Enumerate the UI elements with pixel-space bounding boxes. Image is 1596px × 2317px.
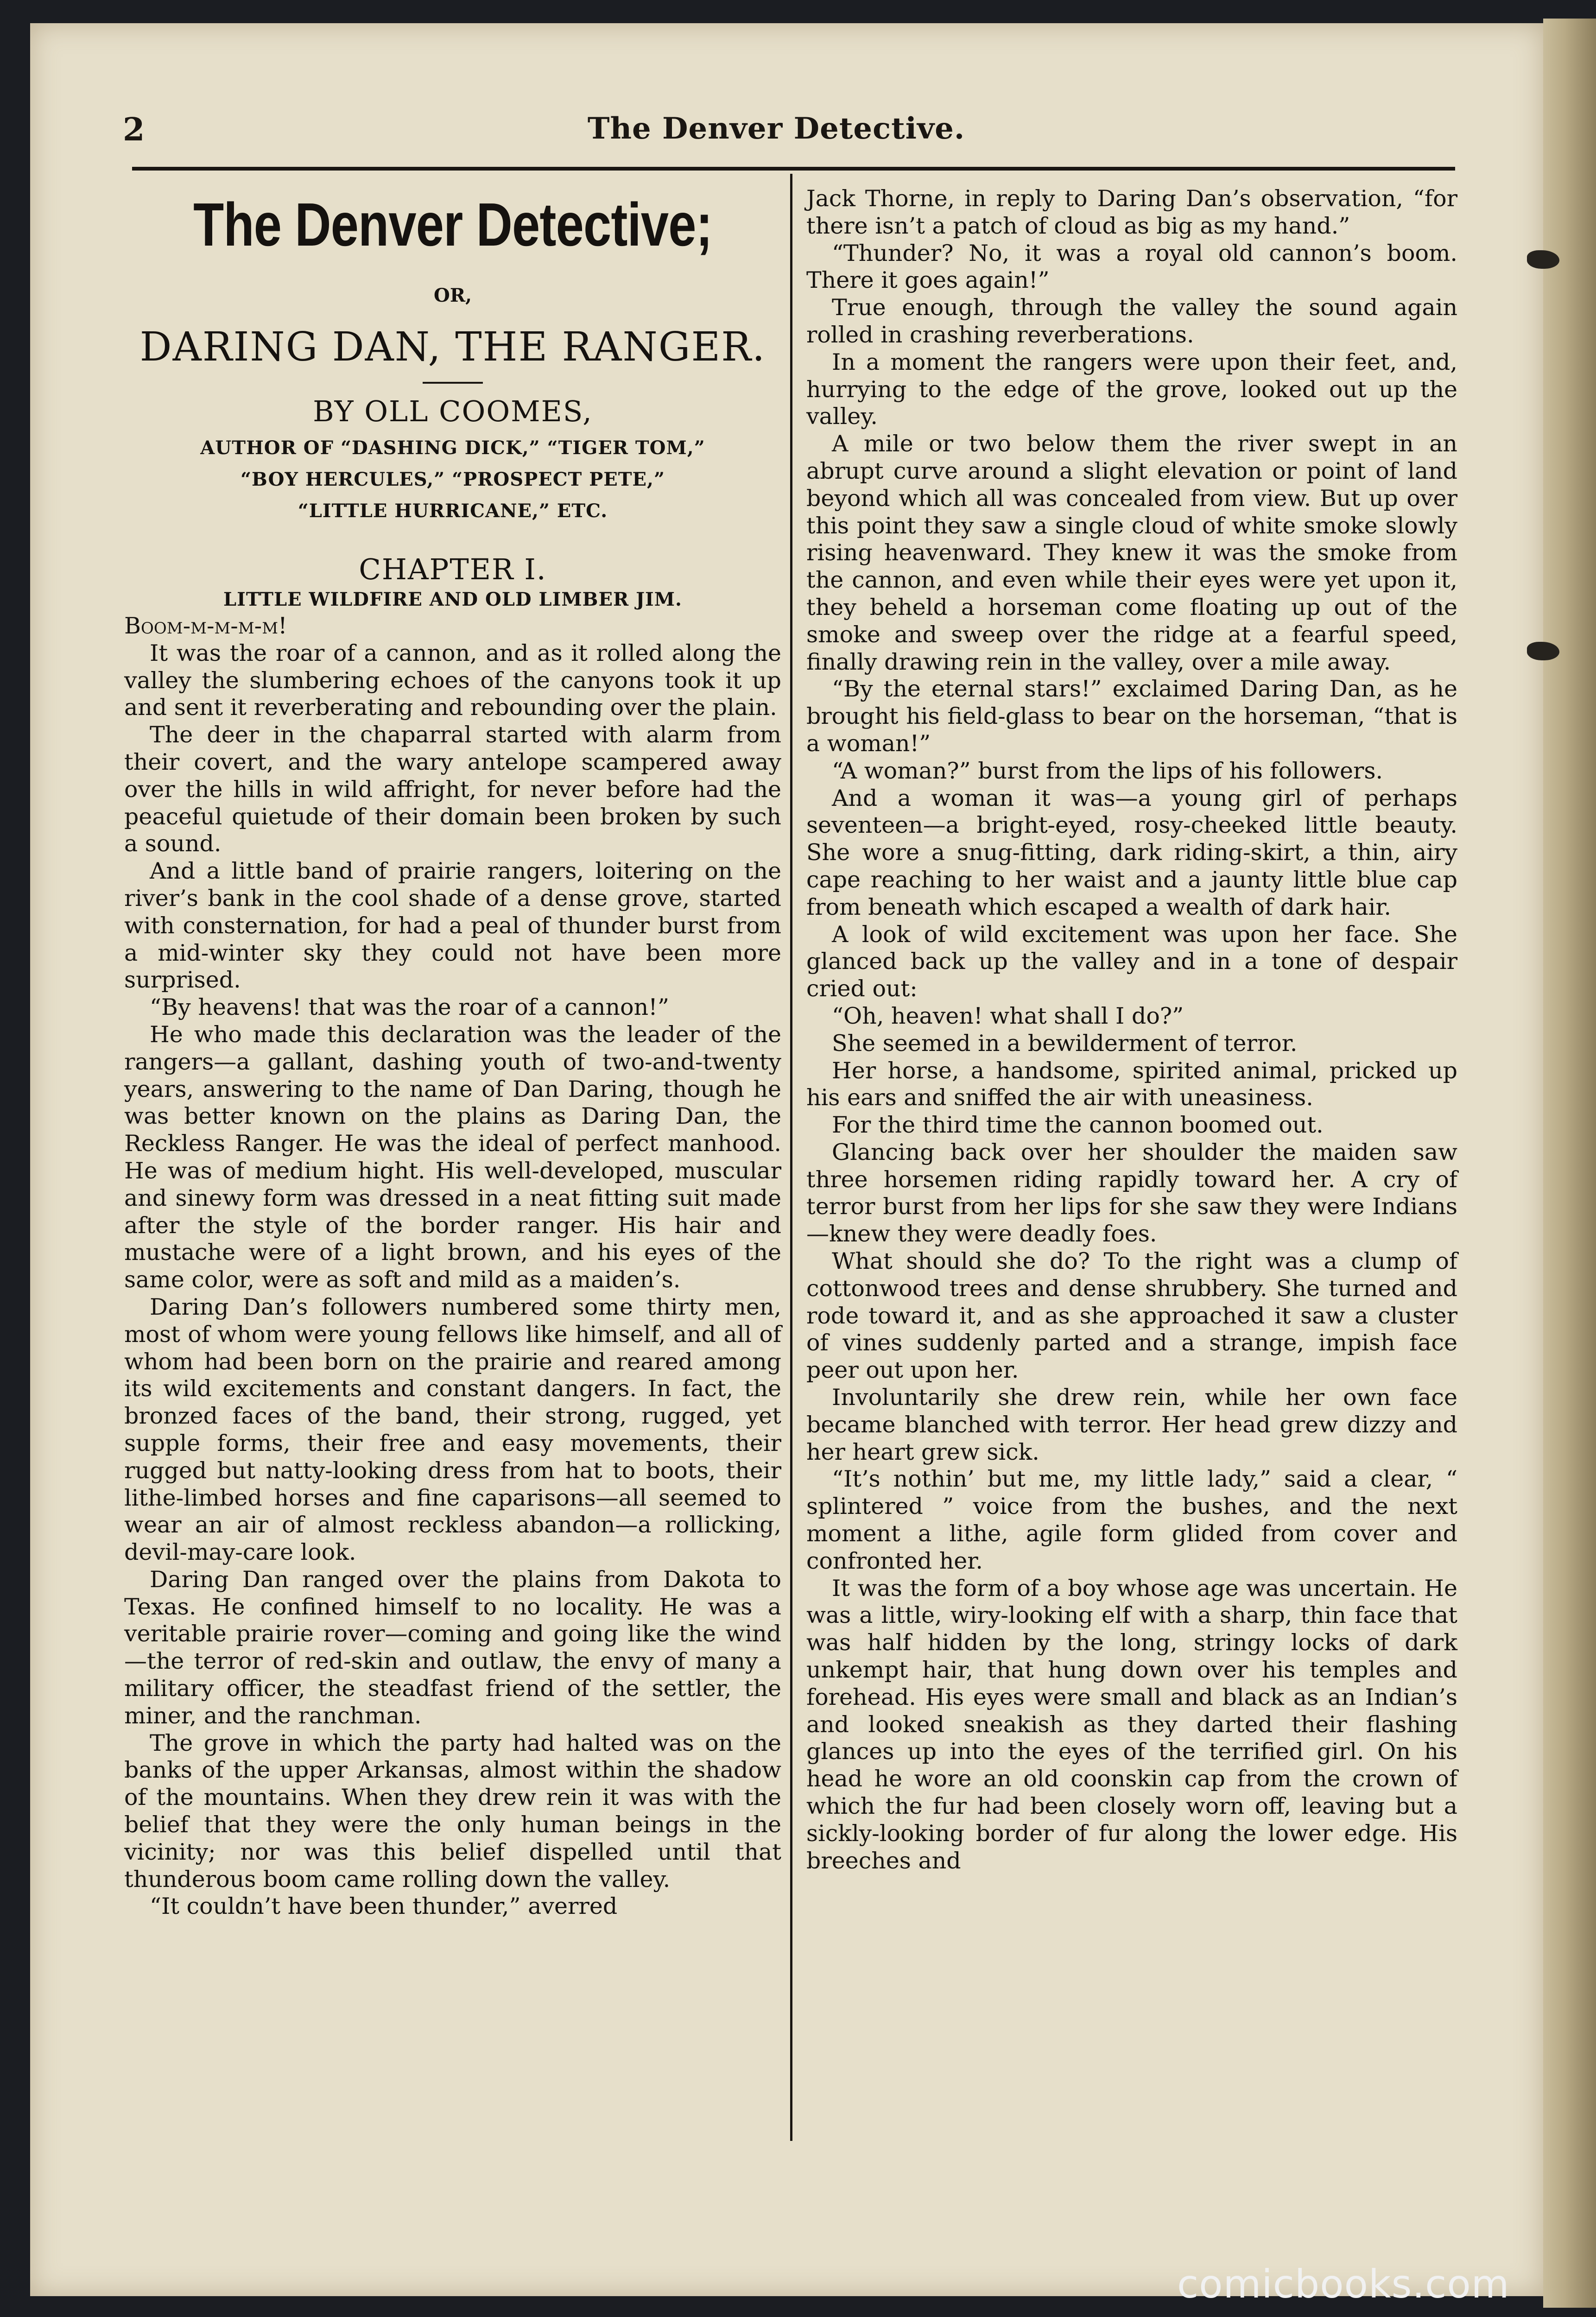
binding-staple <box>1527 642 1559 660</box>
binding-staple <box>1527 250 1559 269</box>
paragraph: “By heavens! that was the roar of a cannon!” <box>150 994 669 1021</box>
title-or: OR, <box>433 285 472 306</box>
byline: BY OLL COOMES, <box>313 394 593 428</box>
paragraph: True enough, through the valley the sound again rolled in crashing reverberations. <box>806 294 1457 348</box>
left-column <box>124 176 781 1920</box>
paragraph: What should she do? To the right was a clump of cottonwood trees and dense shrubbery. She turned and rode toward it, and as she approached it saw a cluster of vines suddenly parted and a strange, impish face peer out upon her. <box>806 1248 1457 1384</box>
column-divider <box>790 174 792 2141</box>
paragraph: “It couldn’t have been thunder,” averred <box>150 1893 618 1920</box>
paragraph: It was the roar of a cannon, and as it rolled along the valley the slumbering echoes of the canyons took it up and sent it reverberating and rebounding over the plain. <box>124 639 781 721</box>
site-watermark: comicbooks.com <box>1177 2261 1510 2307</box>
page-number: 2 <box>123 111 145 148</box>
author-works-line-3: “LITTLE HURRICANE,” ETC. <box>298 500 608 522</box>
right-column-text <box>806 185 1457 1874</box>
paragraph: Involuntarily she drew rein, while her own face became blanched with terror. Her head grew dizzy and her heart grew sick. <box>806 1384 1457 1465</box>
chapter-subheading: LITTLE WILDFIRE AND OLD LIMBER JIM. <box>223 589 682 610</box>
paragraph: Jack Thorne, in reply to Daring Dan’s observation, “for there isn’t a patch of cloud as big as my hand.” <box>806 185 1457 239</box>
paragraph: Daring Dan ranged over the plains from Dakota to Texas. He confined himself to no locality. He was a veritable prairie rover—coming and going like the wind—the terror of red-skin and outlaw, the envy of many a military officer, the steadfast friend of the settler, the miner, and the ranchman. <box>124 1566 781 1729</box>
paragraph: Boom-m-m-m-m! <box>124 613 287 639</box>
paragraph: “It’s nothin’ but me, my little lady,” said a clear, “ splintered ” voice from the bushes, and the next moment a lithe, agile form glided from cover and confronted her. <box>806 1466 1457 1574</box>
paragraph: “By the eternal stars!” exclaimed Daring Dan, as he brought his field-glass to bear on the horseman, “that is a woman!” <box>806 676 1457 757</box>
paragraph: “Thunder? No, it was a royal old cannon’s boom. There it goes again!” <box>806 240 1457 294</box>
page-spine-edge <box>1543 19 1596 2308</box>
story-title: The Denver Detective; <box>193 190 712 259</box>
author-works-line-1: AUTHOR OF “DASHING DICK,” “TIGER TOM,” <box>200 437 705 459</box>
paragraph: Glancing back over her shoulder the maiden saw three horsemen riding rapidly toward her. A cry of terror burst from her lips for she saw they were Indians—knew they were deadly foes. <box>806 1139 1457 1247</box>
left-column-text <box>124 613 781 1920</box>
paragraph: Daring Dan’s followers numbered some thirty men, most of whom were young fellows like himself, and all of whom had been born on the prairie and reared among its wild excitements and constant dangers. In fact, the bronzed faces of the band, their strong, rugged, yet supple forms, their free and easy movements, their rugged but natty-looking dress from hat to boots, their lithe-limbed horses and fine caparisons—all seemed to wear an air of almost reckless abandon—a rollicking, devil-may-care look. <box>124 1293 781 1566</box>
paragraph: He who made this declaration was the leader of the rangers—a gallant, dashing youth of two-and-twenty years, answering to the name of Dan Daring, though he was better known on the plains as Daring Dan, the Reckless Ranger. He was the ideal of perfect manhood. He was of medium hight. His well-developed, muscular and sinewy form was dressed in a neat fitting suit made after the style of the border ranger. His hair and mustache were of a light brown, and his eyes of the same color, were as soft and mild as a maiden’s. <box>124 1021 781 1293</box>
author-works-line-2: “BOY HERCULES,” “PROSPECT PETE,” <box>241 468 665 490</box>
paragraph: A mile or two below them the river swept in an abrupt curve around a slight elevation or point of land beyond which all was concealed from view. But up over this point they saw a single cloud of white smoke slowly rising heavenward. They knew it was the smoke from the cannon, and even while their eyes were yet upon it, they beheld a horseman come floating up out of the smoke and sweep over the ridge at a fearful speed, finally drawing rein in the valley, over a mile away. <box>806 430 1457 675</box>
paragraph: In a moment the rangers were upon their feet, and, hurrying to the edge of the grove, looked out up the valley. <box>806 348 1457 430</box>
paragraph: And a little band of prairie rangers, loitering on the river’s bank in the cool shade of a dense grove, started with consternation, for had a peal of thunder burst from a mid-winter sky they could not have been more surprised. <box>124 858 781 994</box>
story-subtitle: DARING DAN, THE RANGER. <box>139 324 766 370</box>
running-title: The Denver Detective. <box>587 111 965 146</box>
paragraph: “A woman?” burst from the lips of his followers. <box>832 757 1383 784</box>
page-header <box>93 97 1460 162</box>
paragraph: The grove in which the party had halted was on the banks of the upper Arkansas, almost within the shadow of the mountains. When they drew rein it was with the belief that they were the only human beings in the vicinity; nor was this belief dispelled until that thunderous boom came rolling down the valley. <box>124 1729 781 1893</box>
paragraph: A look of wild excitement was upon her face. She glanced back up the valley and in a tone of despair cried out: <box>806 921 1457 1002</box>
chapter-heading: CHAPTER I. <box>359 552 547 586</box>
right-column <box>806 185 1457 1874</box>
paragraph: And a woman it was—a young girl of perhaps seventeen—a bright-eyed, rosy-cheeked little beauty. She wore a snug-fitting, dark riding-skirt, a thin, airy cape reaching to her waist and a jaunty little blue cap from beneath which escaped a wealth of dark hair. <box>806 785 1457 920</box>
paragraph: Her horse, a handsome, spirited animal, pricked up his ears and sniffed the air with uneasiness. <box>806 1057 1457 1111</box>
title-rule <box>423 382 483 384</box>
paragraph: She seemed in a bewilderment of terror. <box>832 1030 1298 1057</box>
paragraph: It was the form of a boy whose age was uncertain. He was a little, wiry-looking elf with a sharp, thin face that was half hidden by the long, stringy locks of dark unkempt hair, that hung down over his temples and forehead. His eyes were small and black as an Indian’s and looked sneakish as they darted their flashing glances up into the eyes of the terrified girl. On his head he wore an old coonskin cap from the crown of which the fur had been closely worn off, leaving but a sickly-looking border of fur along the lower edge. His breeches and <box>806 1575 1457 1874</box>
paragraph: The deer in the chaparral started with alarm from their covert, and the wary antelope scampered away over the hills in wild affright, for never before had the peaceful quietude of their domain been broken by such a sound. <box>124 722 781 857</box>
header-rule <box>132 167 1455 171</box>
paragraph: For the third time the cannon boomed out. <box>832 1112 1324 1139</box>
paragraph: “Oh, heaven! what shall I do?” <box>832 1002 1184 1029</box>
